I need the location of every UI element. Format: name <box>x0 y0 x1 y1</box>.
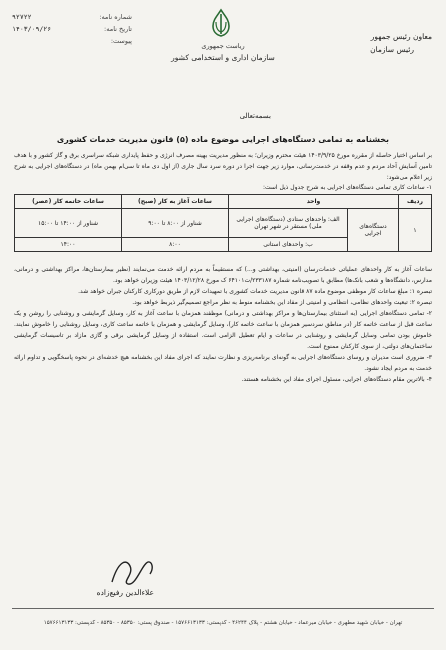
org-line-2: سازمان اداری و استخدامی کشور <box>171 53 275 62</box>
item-1-title: ۱- ساعات کاری تمامی دستگاه‌های اجرایی به شرح جدول ذیل است: <box>262 184 432 191</box>
col-row: ردیف <box>399 195 432 209</box>
letter-number-label: شماره نامه: <box>99 13 132 21</box>
letter-date-label: تاریخ نامه: <box>104 25 132 33</box>
note-3: تبصره ۲: تبعیت واحدهای نظامی، انتظامی و امنیتی از مفاد این بخشنامه منوط به نظر مراجع تصمیم‌گیر ذیربط خواهد بود. <box>132 299 432 306</box>
letter-date <box>12 25 132 33</box>
emblem-icon <box>207 8 235 38</box>
row-unit-b: ب: واحدهای استانی <box>229 238 348 252</box>
item-2: ۲- تمامی دستگاه‌های اجرایی (به استثنای بیمارستان‌ها و مراکز بهداشتی و درمانی) موظفند همزمان با ساعت آغاز به کار، وسایل گرمایشی و روشنایی را روشن و یک ساعت قبل از ساعت خاتمه کار (در مناطق سردسیر همزمان با ساعت خاتمه کار)، وسایل گرمایشی و همزمان با خاتمه ساعت کاری، وسایل روشنایی را خاموش نمایند. خاموش بودن تمامی وسایل گرمایشی و روشنایی در ساعات و ایام تعطیل الزامی است. استفاده از وسایل گرمایشی برقی و گازی مازاد بر تاسیسات گرمایشی ساختمان‌های دولتی، از سوی کارکنان ممنوع است. <box>14 310 432 350</box>
note-1: ساعات آغاز به کار واحدهای عملیاتی خدمات‌رسان (امنیتی، بهداشتی و...) که مستقیماً به مردم ارائه خدمت می‌نمایند (نظیر بیمارستان‌ها، مراکز بهداشتی و درمانی، مدارس، دانشگاه‌ها و شعب بانک‌ها) مطابق با تصویب‌نامه شماره ۲۳۳۱۸۷/ت۶۴۱۰۱ ک مورخ ۱۴۰۳/۱۲/۲۸ هیئت وزیران خواهد بود. <box>14 266 432 284</box>
footer-address: تهران - خیابان شهید مطهری - خیابان میرعماد - خیابان هشتم - پلاک ۴۶۲۴۴ - کدپستی: ۱۵۷۶۶۱۳۱۳۳ - صندوق پستی: ۸۵۳۵۰ - ۸۵۳۵۰ - کدپستی: ۱۵۷۶۶۱۳۱۳۳ <box>43 620 403 626</box>
row-number: ۱ <box>399 209 432 252</box>
intro-paragraph: بر اساس اختیار حاصله از مقرره مورخ ۱۴۰۳/۹/۲۵ هیئت محترم وزیران؛ به منظور مدیریت بهینه مصرف انرژی و حفظ پایداری شبکه سراسری برق و گاز کشور و با هدف تامین آسایش آحاد مردم و عدم وقفه در خدمت‌رسانی، موارد زیر جهت اجرا در دوره سرد سال جاری (از اول دی ماه تا سی‌ام بهمن ماه) در دستگاه‌های اجرایی به شرح زیر اعلام می‌شود: <box>14 152 432 181</box>
row-end-b: ۱۴:۰۰ <box>15 238 122 252</box>
org-line-1: ریاست جمهوری <box>201 42 245 50</box>
row-unit-a: الف: واحدهای ستادی (دستگاه‌های اجرایی ملی) مستقر در شهر تهران <box>229 209 348 238</box>
row-start-b: ۸:۰۰ <box>122 238 229 252</box>
col-unit: واحد <box>229 195 399 209</box>
notes-block <box>14 264 432 385</box>
sender-line-2: رئیس سازمان <box>370 45 414 54</box>
row-group: دستگاه‌های اجرایی <box>348 209 399 252</box>
work-hours-table <box>14 194 432 252</box>
item-3: ۳- ضروری است مدیران و روسای دستگاه‌های اجرایی به گونه‌ای برنامه‌ریزی و نظارت نمایند که اجرای مفاد این بخشنامه هیچ خدشه‌ای در نحوه پاسخگویی و تداوم ارائه خدمت به مردم ایجاد نشود. <box>14 354 432 372</box>
signature-icon <box>108 552 158 592</box>
letter-number <box>12 13 132 21</box>
item-4: ۴- بالاترین مقام دستگاه‌های اجرایی، مسئول اجرای مفاد این بخشنامه هستند. <box>241 376 432 383</box>
signatory-name: علاءالدین رفیع‌زاده <box>96 588 154 597</box>
letter-number-value: ۹۲۷۲۲ <box>12 13 32 21</box>
col-start: ساعات آغاز به کار (صبح) <box>122 195 229 209</box>
letter-attachment <box>12 37 132 45</box>
circular-title: بخشنامه به تمامی دستگاه‌های اجرایی موضوع ماده (۵) قانون مدیریت خدمات کشوری <box>56 135 390 144</box>
sender-line-1: معاون رئیس جمهور <box>370 32 432 41</box>
letter-date-value: ۱۴۰۳/۰۹/۲۶ <box>12 25 52 33</box>
row-end-a: شناور از ۱۴:۰۰ تا ۱۵:۰۰ <box>15 209 122 238</box>
table-header-row <box>15 195 432 209</box>
bismillah: بسمه‌تعالی <box>239 112 271 120</box>
note-2: تبصره ۱: مبلغ ساعات کار موظفی موضوع ماده ۸۷ قانون مدیریت خدمات کشوری با تمهیدات لازم از طریق دورکاری کارکنان جبران خواهد شد. <box>78 288 432 295</box>
col-end: ساعات خاتمه کار (عصر) <box>15 195 122 209</box>
row-start-a: شناور از ۸:۰۰ تا ۹:۰۰ <box>122 209 229 238</box>
letter-attachment-label: پیوست: <box>110 37 132 45</box>
footer-divider <box>12 608 434 609</box>
table-row <box>15 209 432 238</box>
